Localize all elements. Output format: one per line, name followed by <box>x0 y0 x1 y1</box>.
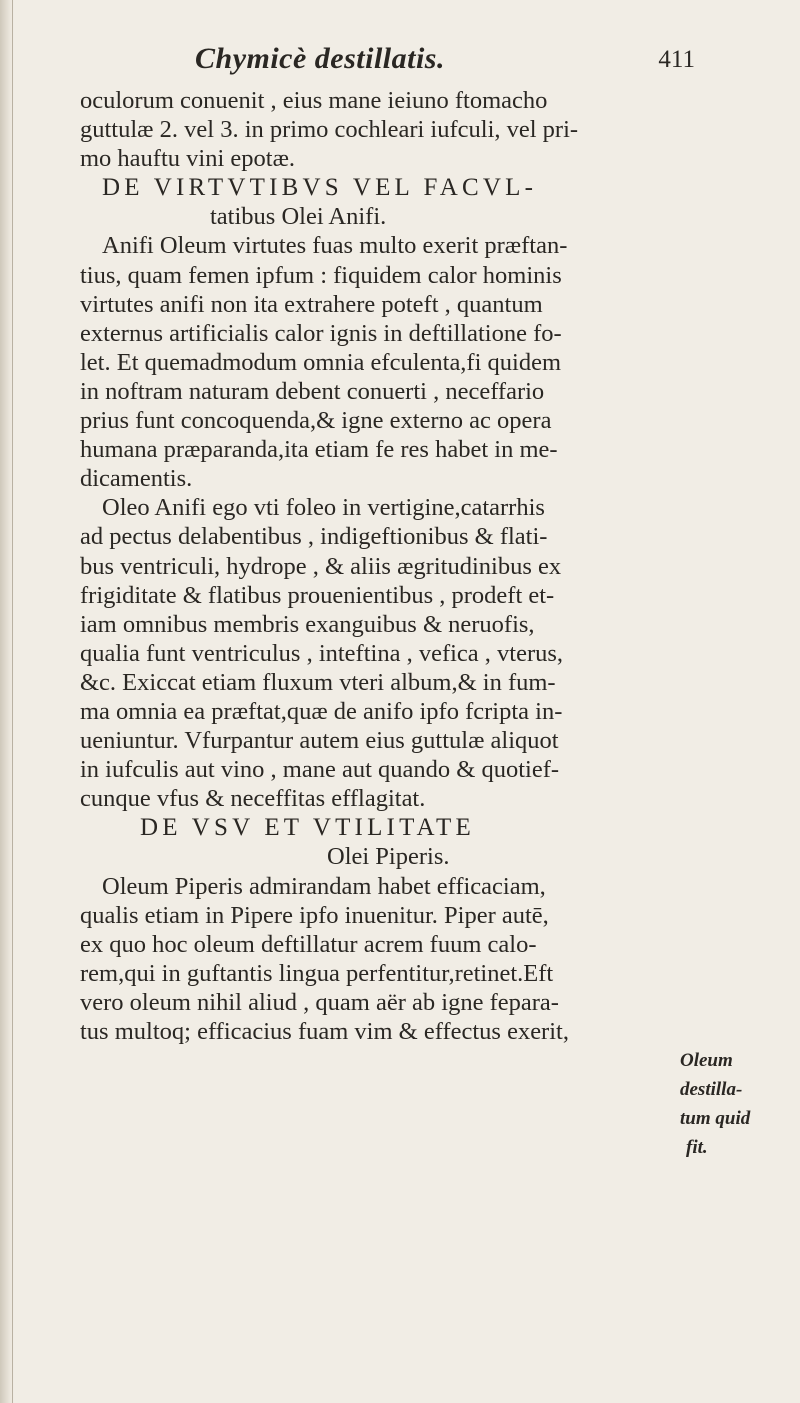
text-line: Anifi Oleum virtutes fuas multo exerit præftan- <box>102 232 568 260</box>
margin-note-line: Oleum <box>680 1050 733 1071</box>
section-heading: DE VSV ET VTILITATE <box>140 814 475 842</box>
text-line: ad pectus delabentibus , indigeftionibus & flati- <box>80 523 548 551</box>
margin-note-line: fit. <box>686 1137 708 1159</box>
text-line: qualia funt ventriculus , inteftina , vefica , vterus, <box>80 639 564 667</box>
text-line: in noftram naturam debent conuerti , neceffario <box>80 377 545 405</box>
text-line: in iufculis aut vino , mane aut quando & quotief- <box>80 756 560 784</box>
text-line: vero oleum nihil aliud , quam aër ab igne fepara- <box>80 988 559 1016</box>
text-line: dicamentis. <box>80 465 193 493</box>
text-line: guttulæ 2. vel 3. in primo cochleari iufculi, vel pri- <box>80 116 579 144</box>
text-line: frigiditate & flatibus prouenientibus , prodeft et- <box>80 581 555 609</box>
page-header <box>195 42 695 82</box>
text-line: externus artificialis calor ignis in deftillatione fo- <box>80 319 562 347</box>
text-line: qualis etiam in Pipere ipfo inuenitur. Piper autē, <box>80 901 549 929</box>
text-line: cunque vfus & neceffitas efflagitat. <box>80 785 426 813</box>
text-line: Oleo Anifi ego vti foleo in vertigine,catarrhis <box>102 494 545 522</box>
text-line: humana præparanda,ita etiam fe res habet in me- <box>80 436 558 464</box>
text-line: rem,qui in guftantis lingua perfentitur,retinet.Eft <box>80 959 554 987</box>
spine-shadow <box>12 0 13 1403</box>
body-text <box>80 86 670 1046</box>
text-line: &c. Exiccat etiam fluxum vteri album,& in fum- <box>80 668 556 696</box>
section-heading: DE VIRTVTIBVS VEL FACVL- <box>102 174 538 202</box>
running-title: Chymicè destillatis. <box>195 42 445 75</box>
text-line: prius funt concoquenda,& igne externo ac opera <box>80 407 552 435</box>
text-line: virtutes anifi non ita extrahere poteft , quantum <box>80 290 543 318</box>
text-line: ex quo hoc oleum deftillatur acrem fuum calo- <box>80 930 537 958</box>
margin-note-line: tum quid <box>680 1108 751 1130</box>
text-line: let. Et quemadmodum omnia efculenta,fi quidem <box>80 348 562 376</box>
text-line: iam omnibus membris exanguibus & neruofis, <box>80 610 535 638</box>
text-line: oculorum conuenit , eius mane ieiuno ftomacho <box>80 87 548 114</box>
text-line: Oleum Piperis admirandam habet efficaciam, <box>102 872 546 900</box>
section-subheading: Olei Piperis. <box>327 843 450 871</box>
text-line: ma omnia ea præftat,quæ de anifo ipfo fcripta in- <box>80 697 563 725</box>
text-line: tius, quam femen ipfum : fiquidem calor hominis <box>80 261 562 289</box>
text-line: bus ventriculi, hydrope , & aliis ægritudinibus ex <box>80 552 562 580</box>
section-subheading: tatibus Olei Anifi. <box>210 203 387 231</box>
text-line: ueniuntur. Vfurpantur autem eius guttulæ aliquot <box>80 727 559 755</box>
page-number: 411 <box>658 46 695 73</box>
text-line: mo hauftu vini epotæ. <box>80 145 296 173</box>
margin-note <box>680 1046 790 1162</box>
margin-note-line: destilla- <box>680 1079 743 1101</box>
text-line: tus multoq; efficacius fuam vim & effectus exerit, <box>80 1018 569 1045</box>
